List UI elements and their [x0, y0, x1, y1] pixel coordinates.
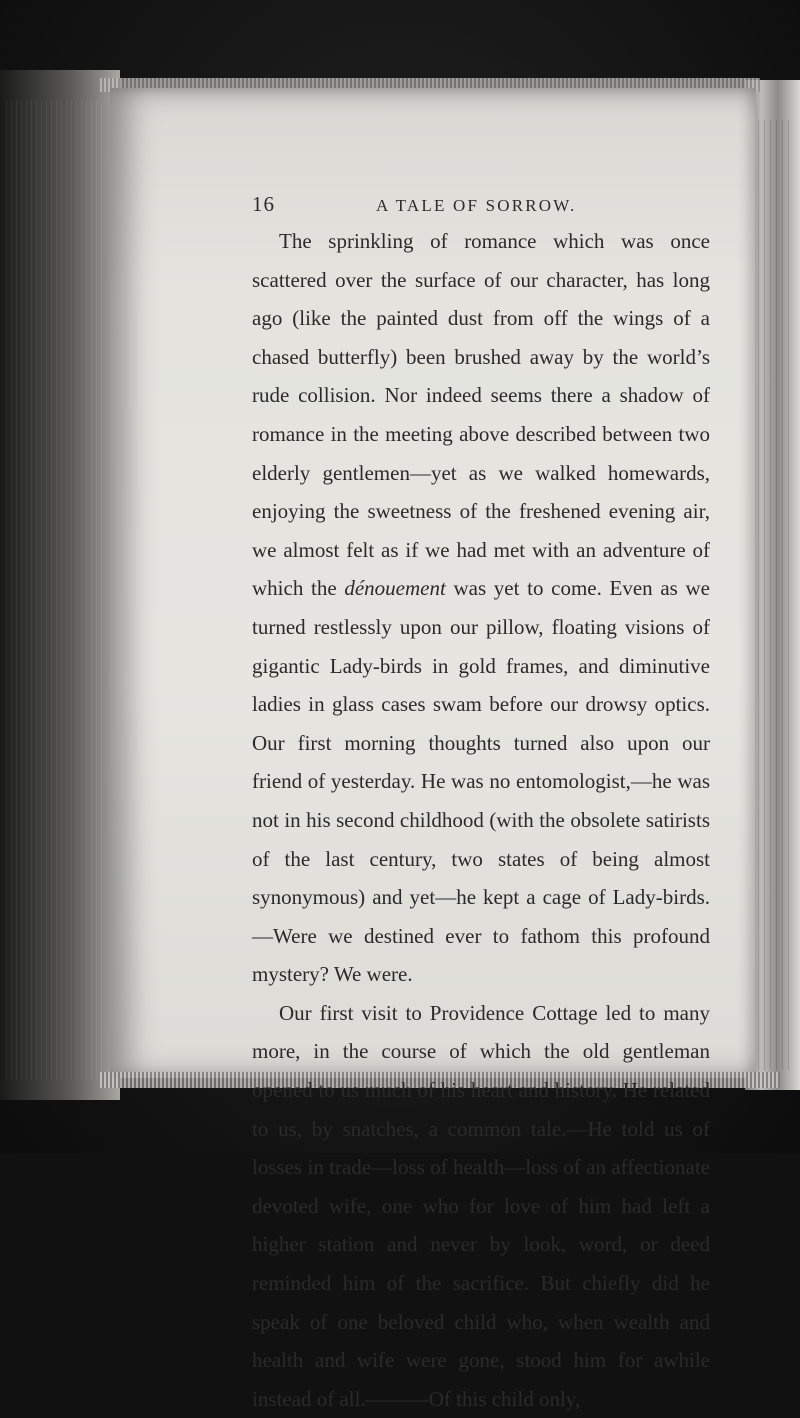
page-edge-texture [752, 120, 792, 1070]
paragraph-1-italic: dénouement [344, 576, 446, 601]
paragraph-2: Our first visit to Providence Cottage led to many more, in the course of which the old gentleman opened to us much of his heart and history. He related to us, by snatches, a common tale.—He told us of losses in trade—loss of health—loss of an affectionate devoted wife, one who for love of him had left a higher station and never by look, word, or deed reminded him of the sacrifice. But chiefly did he speak of one beloved child who, when wealth and health and wife were gone, stood him for awhile instead of all.———Of this child only, [252, 1000, 710, 1411]
spine-texture [6, 100, 106, 1080]
body-text [252, 222, 710, 1418]
paragraph-1-text-a: The sprinkling of romance which was once scattered over the surface of our character, has long ago (like the painted dust from off the wings of a chased butterfly) been brushed away by the world’s rude collision. Nor indeed seems there a shadow of romance in the meeting above described between two elderly gentlemen—yet as we walked homewards, enjoying the sweetness of the freshened evening air, we almost felt as if we had met with an adventure of which the [252, 229, 710, 601]
paragraph-1 [252, 222, 710, 994]
paragraph-1-text-b: was yet to come. Even as we turned restlessly upon our pillow, floating visions of gigantic Lady-birds in gold frames, and diminutive ladies in glass cases swam before our drowsy optics. Our first morning thoughts turned also upon our friend of yesterday. He was no entomologist,—he was not in his second childhood (with the obsolete satirists of the last century, two states of being almost synonymous) and yet—he kept a cage of Lady-birds.—Were we destined ever to fathom this profound mystery? We were. [252, 576, 710, 987]
running-title: A TALE OF SORROW. [376, 196, 577, 215]
page-number: 16 [252, 192, 275, 216]
page-header [252, 192, 712, 224]
